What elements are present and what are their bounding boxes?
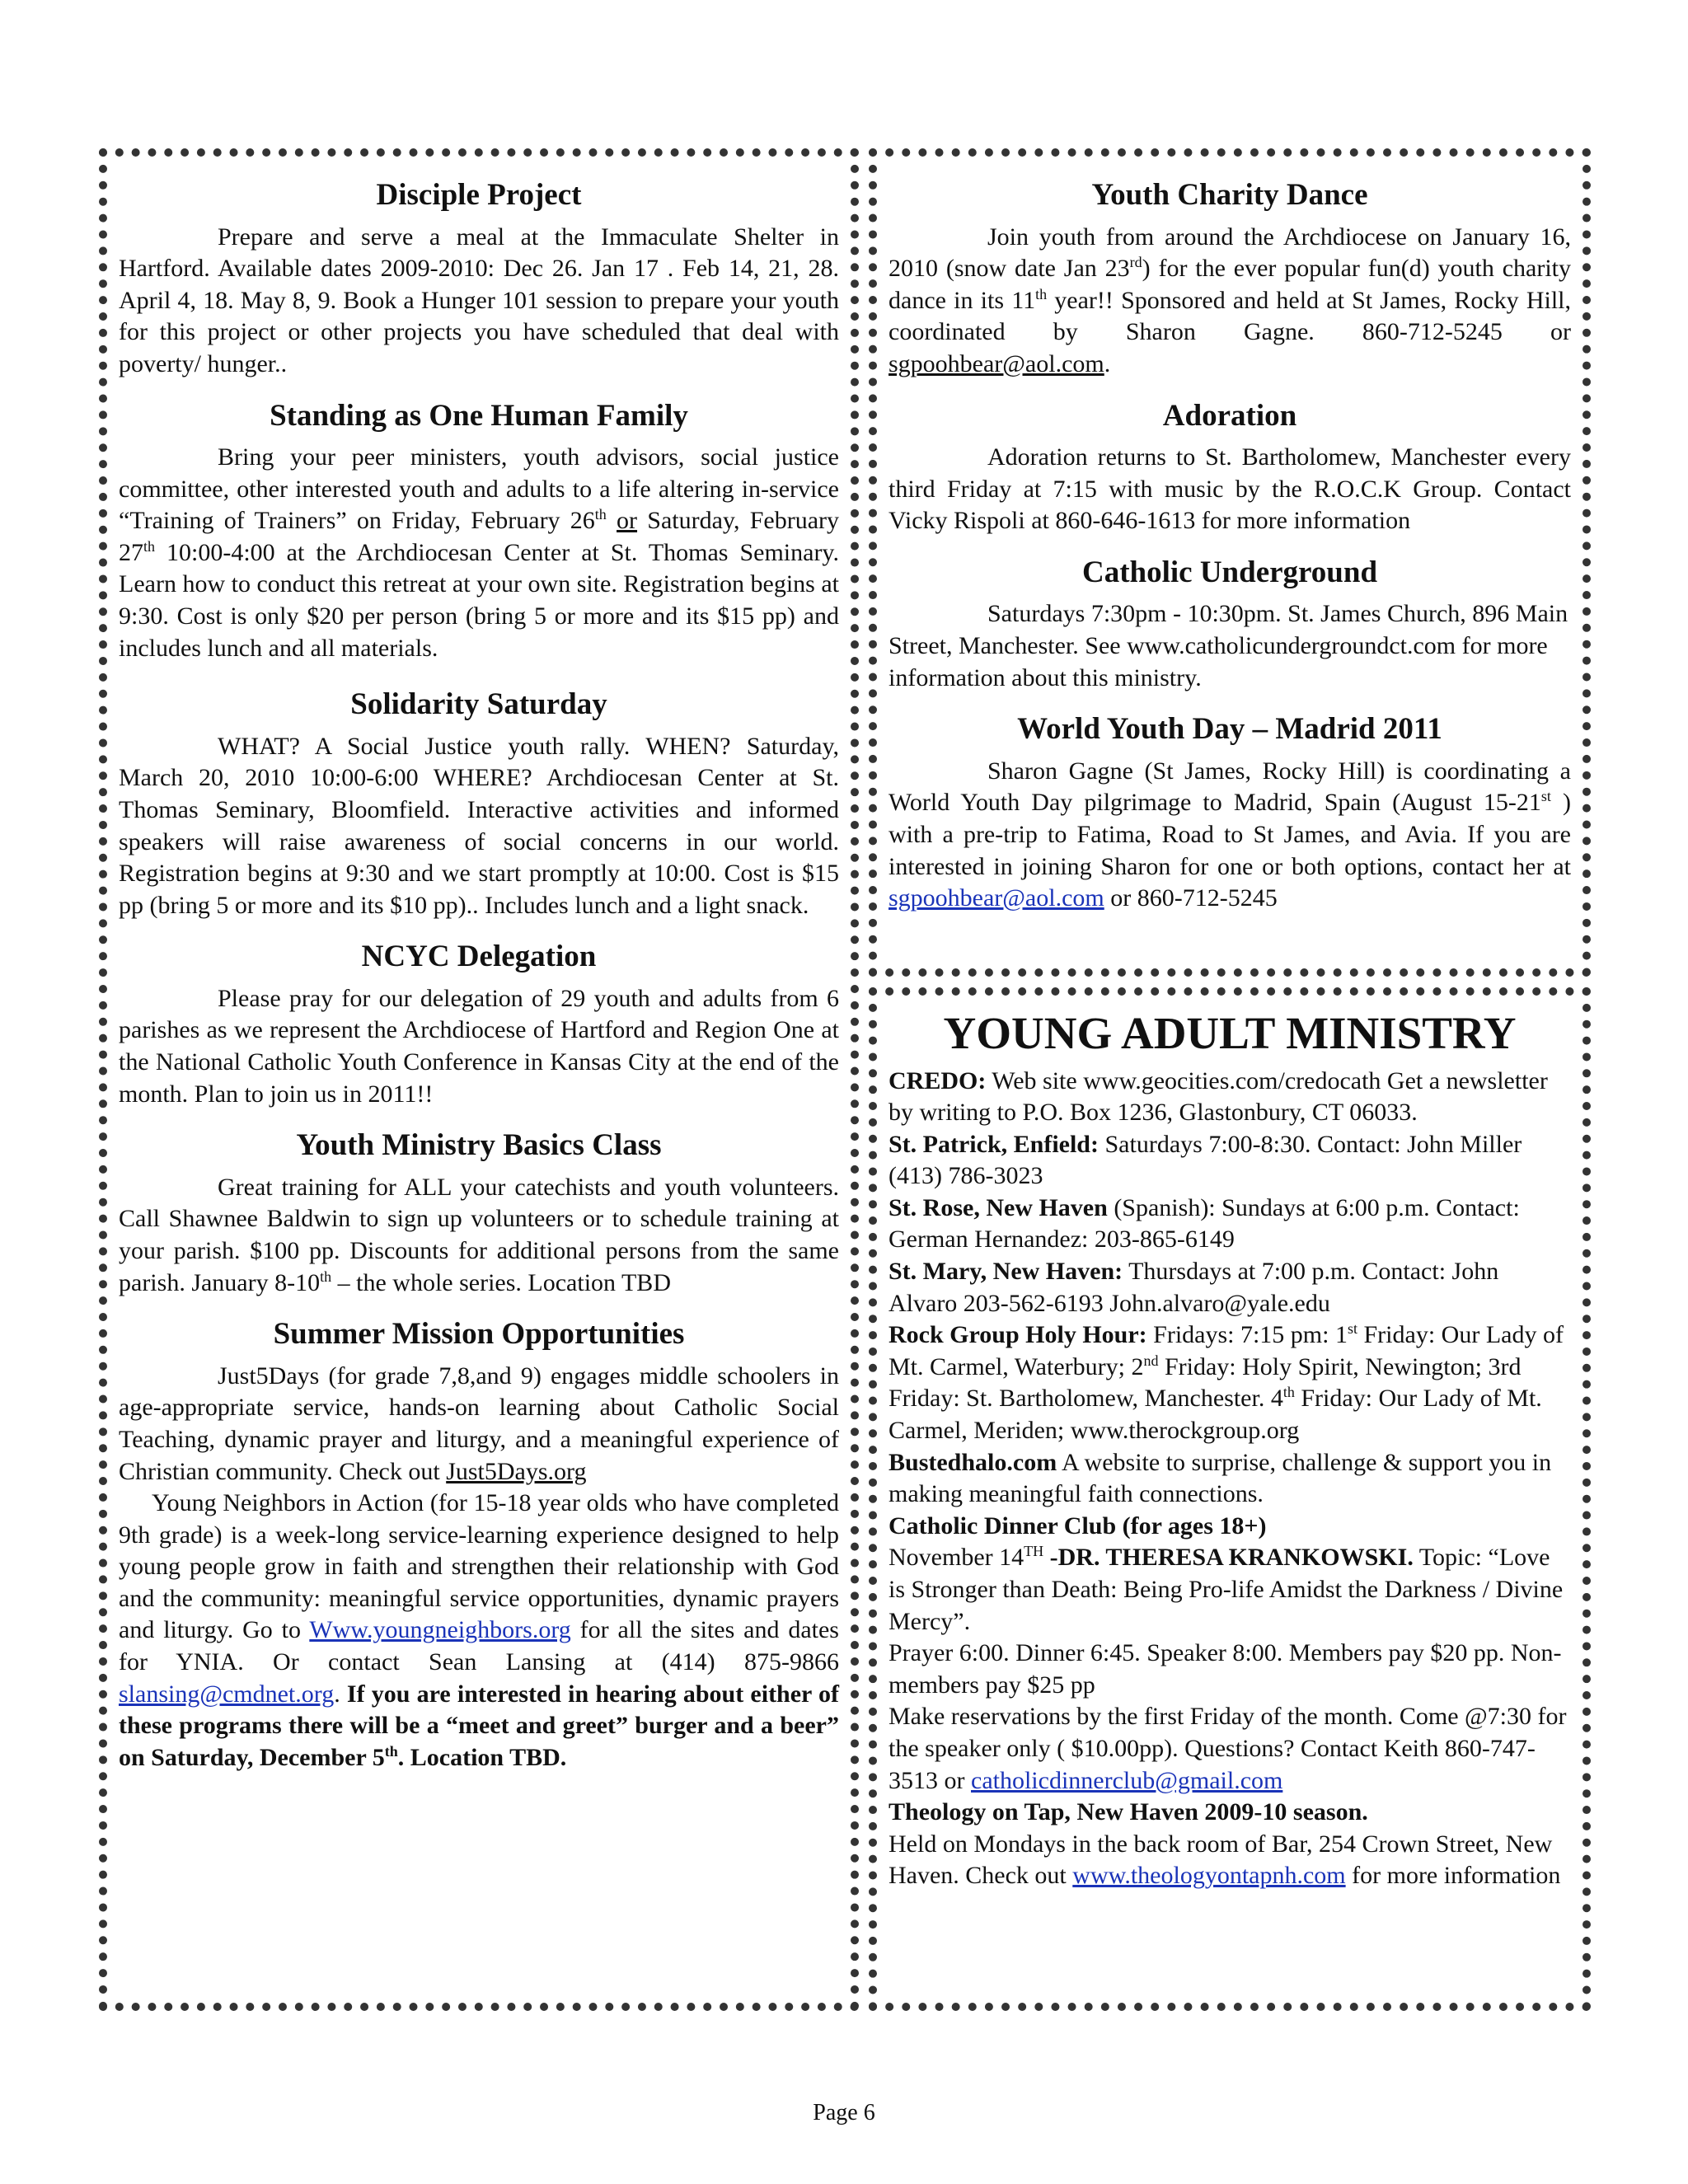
youngneighbors-link[interactable]: Www.youngneighbors.org <box>309 1616 571 1644</box>
credo-entry <box>889 1066 1571 1129</box>
dinner-club-speaker <box>889 1542 1571 1638</box>
theology-on-tap-link[interactable]: www.theologyontapnh.com <box>1072 1862 1346 1890</box>
busted-halo-entry <box>889 1447 1571 1511</box>
wyd-text-3: or 860-712-5245 <box>1104 884 1278 912</box>
solidarity-saturday-heading: Solidarity Saturday <box>350 687 607 722</box>
young-adult-ministry-box <box>869 987 1591 2011</box>
rock-text-4: Friday: Our Lady of Mt. Carmel, Meriden; www.therockgroup.org <box>889 1385 1542 1445</box>
wyd-text-1: Sharon Gagne (St James, Rocky Hill) is coordinating a World Youth Day pilgrimage to Madrid, Spain (August 15-21 <box>889 757 1571 817</box>
rock-sup-1: st <box>1347 1320 1357 1338</box>
credo-text: Web site www.geocities.com/credocath Get a newsletter by writing to P.O. Box 1236, Glastonbury, CT 06033. <box>889 1066 1548 1127</box>
st-mary-text: Thursdays at 7:00 p.m. Contact: John Alvaro 203-562-6193 John.alvaro@yale.edu <box>889 1258 1499 1317</box>
wyd-sup: st <box>1540 788 1551 805</box>
meet-greet-text-2: . Location TBD. <box>397 1743 567 1771</box>
rock-sup-3: th <box>1282 1384 1295 1401</box>
dance-text-1: Join youth from around the Archdiocese on January 16, 2010 (snow date Jan 23 <box>889 223 1571 283</box>
dinner-topic: Topic: “Love is Stronger than Death: Being Pro-life Amidst the Darkness / Divine Mercy”. <box>889 1544 1564 1635</box>
meet-greet-sup: th <box>384 1742 398 1760</box>
st-rose-entry <box>889 1193 1571 1256</box>
st-patrick-label: St. Patrick, Enfield: <box>889 1130 1099 1158</box>
youth-ministry-basics-text <box>119 1172 839 1299</box>
st-patrick-entry <box>889 1129 1571 1193</box>
dinner-speaker: -DR. THERESA KRANKOWSKI. <box>1043 1544 1414 1572</box>
credo-label: CREDO: <box>889 1066 987 1094</box>
ynia-body: Young Neighbors in Action (for 15-18 year olds who have completed 9th grade) is a week-long service-learning experience designed to help young people grow in faith and strengthen their relationship with God and the community: meaningful service opportunities, dynamic prayers and liturgy. Go to <box>119 1489 839 1644</box>
disciple-project-heading: Disciple Project <box>376 178 582 212</box>
dinner-date: November 14 <box>889 1544 1025 1572</box>
basics-sup: th <box>320 1268 332 1285</box>
busted-halo-label: Bustedhalo.com <box>889 1448 1057 1476</box>
dinner-club-reservations <box>889 1701 1571 1797</box>
page-number: Page 6 <box>813 2100 875 2125</box>
summer-mission-heading: Summer Mission Opportunities <box>273 1317 685 1352</box>
ncyc-delegation-text: Please pray for our delegation of 29 youth and adults from 6 parishes as we represent the Archdiocese of Hartford and Region One at the National Catholic Youth Conference in Kansas City at the end of the month. Plan to join us in 2011!! <box>119 984 839 1108</box>
youth-charity-dance-heading: Youth Charity Dance <box>1091 178 1368 212</box>
meet-greet-text-1: If you are interested in hearing about either of these programs there will be a “meet and greet” burger and a beer” on Saturday, December 5 <box>119 1680 840 1771</box>
st-mary-entry <box>889 1256 1571 1319</box>
slansing-email-link[interactable]: slansing@cmdnet.org <box>119 1680 335 1708</box>
dinner-club-heading <box>889 1511 1571 1543</box>
basics-text-1: Great training for ALL your catechists and youth volunteers. Call Shawnee Baldwin to sign up volunteers or to schedule training at your parish. $100 pp. Discounts for additional persons from the same parish. January 8-10 <box>119 1173 839 1296</box>
rock-text-3: Friday: Holy Spirit, Newington; 3rd Friday: St. Bartholomew, Manchester. 4 <box>889 1352 1522 1413</box>
dinner-club-email-link[interactable]: catholicdinnerclub@gmail.com <box>971 1766 1283 1794</box>
dance-sup-2: th <box>1035 285 1048 302</box>
ynia-period: . <box>334 1680 347 1708</box>
human-family-heading: Standing as One Human Family <box>270 398 688 433</box>
just5days-link[interactable]: Just5Days.org <box>446 1457 587 1485</box>
st-patrick-text: Saturdays 7:00-8:30. Contact: John Miller (413) 786-3023 <box>889 1130 1522 1190</box>
dinner-club-label: Catholic Dinner Club (for ages 18+) <box>889 1511 1267 1540</box>
world-youth-day-heading: World Youth Day – Madrid 2011 <box>1017 712 1442 747</box>
ynia-text <box>119 1488 839 1774</box>
human-family-text <box>119 442 839 664</box>
theology-on-tap-text <box>889 1829 1571 1892</box>
dance-email-link[interactable]: sgpoohbear@aol.com <box>889 349 1104 377</box>
just5days-body: Just5Days (for grade 7,8,and 9) engages middle schoolers in age-appropriate service, hands-on learning about Catholic Social Teaching, dynamic prayer and liturgy, and a meaningful experience of Christian community. Check out <box>119 1361 839 1485</box>
wyd-text-2: ) with a pre-trip to Fatima, Road to St James, and Avia. If you are interested in joining Sharon for one or both options, contact her at <box>889 789 1571 880</box>
basics-text-2: – the whole series. Location TBD <box>331 1268 671 1296</box>
youth-charity-dance-text <box>889 222 1571 381</box>
adoration-heading: Adoration <box>1162 398 1297 433</box>
human-family-or: or <box>617 507 638 535</box>
human-family-text-3: 10:00-4:00 at the Archdiocesan Center at St. Thomas Seminary. Learn how to conduct this retreat at your own site. Registration begins at 9:30. Cost is only $20 per person (bring 5 or more and its $15 pp) and includes lunch and all materials. <box>119 538 839 662</box>
rock-group-entry <box>889 1319 1571 1446</box>
rock-text-2: Friday: Our Lady of Mt. Carmel, Waterbury; 2 <box>889 1321 1564 1380</box>
tap-text-1: Held on Mondays in the back room of Bar, 254 Crown Street, New Haven. Check out <box>889 1830 1553 1890</box>
world-youth-day-text <box>889 756 1571 915</box>
busted-halo-text: A website to surprise, challenge & support you in making meaningful faith connections. <box>889 1448 1552 1508</box>
ncyc-delegation-heading: NCYC Delegation <box>361 940 597 974</box>
st-rose-text: (Spanish): Sundays at 6:00 p.m. Contact: German Hernandez: 203-865-6149 <box>889 1193 1520 1254</box>
dance-text-2: ) for the ever popular fun(d) youth charity dance in its 11 <box>889 255 1571 314</box>
dinner-club-schedule: Prayer 6:00. Dinner 6:45. Speaker 8:00. Members pay $20 pp. Non-members pay $25 pp <box>889 1639 1562 1699</box>
dance-sup-1: rd <box>1129 254 1142 271</box>
human-family-sup-1: th <box>594 506 607 523</box>
rock-sup-2: nd <box>1143 1352 1159 1369</box>
solidarity-saturday-text: WHAT? A Social Justice youth rally. WHEN? Saturday, March 20, 2010 10:00-6:00 WHERE? Archdiocesan Center at St. Thomas Seminary, Bloomfield. Interactive activities and informed speakers will raise awareness of social concerns in our world. Registration begins at 9:30 and we start promptly at 10:00. Cost is $15 pp (bring 5 or more and its $10 pp).. Includes lunch and a light snack. <box>119 732 839 919</box>
youth-ministry-basics-heading: Youth Ministry Basics Class <box>296 1128 662 1163</box>
dinner-date-sup: TH <box>1024 1543 1044 1560</box>
human-family-sup-2: th <box>143 537 156 555</box>
rock-text-1: Fridays: 7:15 pm: 1 <box>1146 1321 1348 1349</box>
disciple-project-text: Prepare and serve a meal at the Immaculate Shelter in Hartford. Available dates 2009-2010: Dec 26. Jan 17 . Feb 14, 21, 28. April 4, 18. May 8, 9. Book a Hunger 101 session to prepare your youth for this project or other projects you have scheduled that deal with poverty/ hunger.. <box>119 223 839 377</box>
st-mary-label: St. Mary, New Haven: <box>889 1258 1123 1286</box>
wyd-email-link[interactable]: sgpoohbear@aol.com <box>889 884 1104 912</box>
st-rose-label: St. Rose, New Haven <box>889 1193 1108 1221</box>
dance-text-4: . <box>1104 349 1111 377</box>
left-column-box <box>99 148 859 2011</box>
dinner-reservation-text: Make reservations by the first Friday of the month. Come @7:30 for the speaker only ( $10.00pp). Questions? Contact Keith 860-747-3513 or <box>889 1703 1567 1794</box>
human-family-text-1: Bring your peer ministers, youth advisors, social justice committee, other interested youth and adults to a life altering in-service “Training of Trainers” on Friday, February 26 <box>119 443 839 535</box>
theology-on-tap-heading <box>889 1797 1571 1829</box>
human-family-text-2: Saturday, February 27 <box>119 507 840 566</box>
rock-group-label: Rock Group Holy Hour: <box>889 1321 1147 1349</box>
catholic-underground-heading: Catholic Underground <box>1081 555 1378 589</box>
just5days-text <box>119 1361 839 1488</box>
theology-on-tap-label: Theology on Tap, New Haven 2009-10 season. <box>889 1798 1368 1826</box>
adoration-text: Adoration returns to St. Bartholomew, Manchester every third Friday at 7:15 with music by the R.O.C.K Group. Contact Vicky Rispoli at 860-646-1613 for more information <box>889 443 1571 535</box>
dance-text-3: year!! Sponsored and held at St James, Rocky Hill, coordinated by Sharon Gagne. 860-712-5245 or <box>889 286 1571 346</box>
ynia-contact: for all the sites and dates for YNIA. Or contact Sean Lansing at (414) 875-9866 <box>119 1616 839 1676</box>
catholic-underground-text: Saturdays 7:30pm - 10:30pm. St. James Church, 896 Main Street, Manchester. See www.catholicundergroundct.com for more information about this ministry. <box>889 600 1568 691</box>
right-top-box <box>869 148 1591 977</box>
young-adult-ministry-heading: YOUNG ADULT MINISTRY <box>943 1008 1517 1058</box>
tap-text-2: for more information <box>1345 1862 1561 1890</box>
